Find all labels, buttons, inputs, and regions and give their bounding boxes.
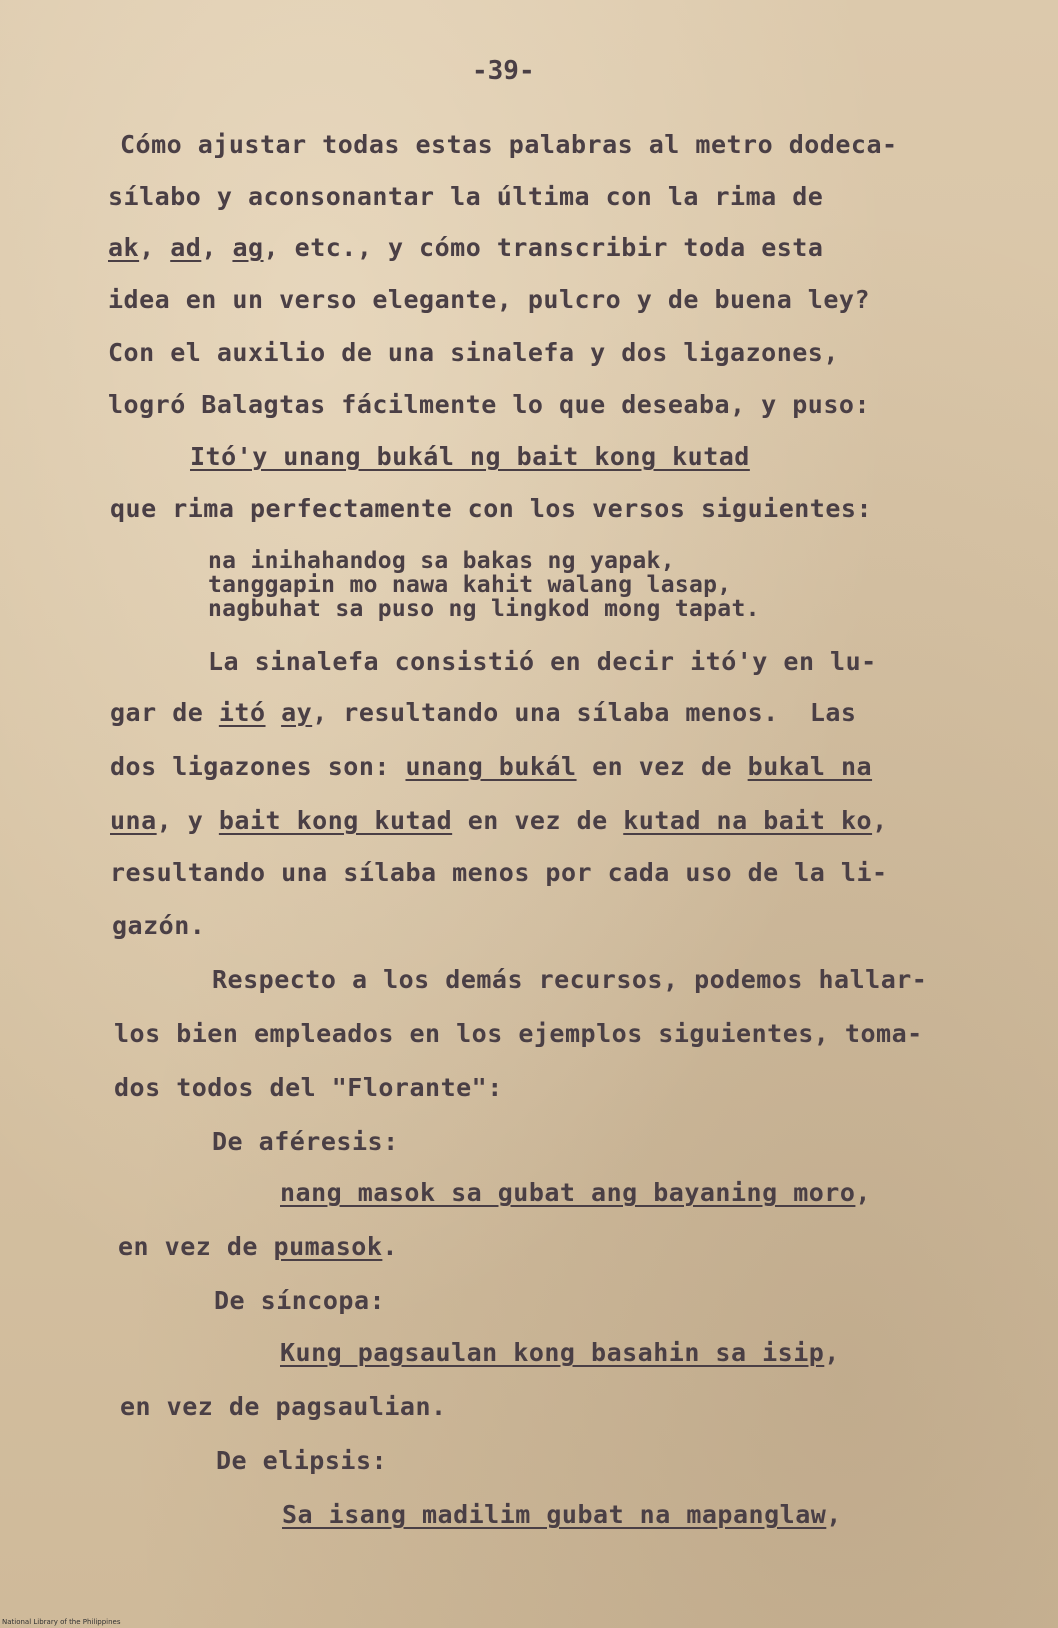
underlined-text: bait kong kutad (218, 806, 453, 835)
text-span: , etc., y cómo transcribir toda esta (263, 233, 824, 262)
verse-line (282, 1500, 842, 1530)
text-span: . (382, 1232, 398, 1261)
text-line (110, 806, 888, 836)
text-line (108, 233, 823, 263)
text-line (110, 494, 872, 524)
page-number: -39- (472, 56, 535, 86)
text-span: en vez de (118, 1232, 274, 1261)
footer-credit: National Library of the Philippines (2, 1618, 121, 1626)
underlined-text: Itó'y unang bukál ng bait kong kutad (190, 442, 750, 471)
text-span: resultando una sílaba menos por cada uso de la li- (110, 858, 888, 887)
text-span: gar de (110, 698, 219, 727)
text-line (110, 752, 872, 782)
text-line (118, 1232, 398, 1262)
underlined-text: una (110, 806, 157, 835)
text-span: na inihahandog sa bakas ng yapak, (208, 548, 675, 574)
text-span: los bien empleados en los ejemplos siguientes, toma- (114, 1019, 923, 1048)
text-span: , (824, 1338, 840, 1367)
text-span: logró Balagtas fácilmente lo que deseaba, y puso: (108, 390, 871, 419)
text-line (214, 1286, 385, 1316)
text-span: De aféresis: (212, 1127, 399, 1156)
text-span: Con el auxilio de una sinalefa y dos ligazones, (108, 338, 839, 367)
underlined-text: unang bukál (405, 752, 577, 781)
underlined-text: ay (281, 698, 313, 727)
underlined-text: ak (108, 233, 140, 262)
underlined-text: nang masok sa gubat ang bayaning moro (280, 1178, 856, 1207)
text-span: tanggapin mo nawa kahit walang lasap, (208, 572, 732, 598)
text-line (110, 858, 888, 888)
text-line (120, 130, 898, 160)
verse-line (280, 1338, 840, 1368)
text-line (120, 1392, 447, 1422)
verse-line (208, 598, 760, 620)
text-span: que rima perfectamente con los versos siguientes: (110, 494, 873, 523)
text-span: idea en un verso elegante, pulcro y de buena ley? (108, 285, 871, 314)
verse-line (280, 1178, 871, 1208)
text-span: Cómo ajustar todas estas palabras al metro dodeca- (120, 130, 898, 159)
text-line (208, 647, 877, 677)
text-span: De síncopa: (214, 1286, 386, 1315)
text-span: , (201, 233, 233, 262)
underlined-text: Sa isang madilim gubat na mapanglaw (282, 1500, 827, 1529)
text-span: , y (156, 806, 219, 835)
text-span: en vez de (452, 806, 624, 835)
verse-line (208, 550, 675, 572)
text-line (212, 965, 927, 995)
underlined-text: bukal na (747, 752, 873, 781)
text-span: , (139, 233, 171, 262)
text-line (108, 285, 870, 315)
text-span: , (855, 1178, 871, 1207)
text-line (108, 182, 823, 212)
text-line (112, 911, 205, 941)
text-span: dos todos del "Florante": (114, 1073, 503, 1102)
text-line (216, 1446, 387, 1476)
text-span: , (826, 1500, 842, 1529)
underlined-text: ag (232, 233, 264, 262)
verse-line (190, 442, 750, 472)
text-span: , resultando una sílaba menos. Las (312, 698, 857, 727)
verse-line (208, 574, 731, 596)
text-span (266, 698, 282, 727)
text-line (114, 1073, 503, 1103)
text-line (110, 698, 856, 728)
underlined-text: ad (170, 233, 202, 262)
text-line (212, 1127, 399, 1157)
underlined-text: itó (218, 698, 266, 727)
text-span: De elipsis: (216, 1446, 388, 1475)
text-span: gazón. (112, 911, 206, 940)
underlined-text: kutad na bait ko (623, 806, 873, 835)
text-span: Respecto a los demás recursos, podemos hallar- (212, 965, 928, 994)
text-span: sílabo y aconsonantar la última con la rima de (108, 182, 824, 211)
text-span: en vez de pagsaulian. (120, 1392, 447, 1421)
text-span: nagbuhat sa puso ng lingkod mong tapat. (208, 596, 760, 622)
text-line (114, 1019, 923, 1049)
underlined-text: pumasok (273, 1232, 383, 1261)
text-line (108, 390, 870, 420)
text-span: en vez de (576, 752, 748, 781)
text-span: dos ligazones son: (110, 752, 406, 781)
text-line (108, 338, 839, 368)
text-span: La sinalefa consistió en decir itó'y en lu- (208, 647, 877, 676)
underlined-text: Kung pagsaulan kong basahin sa isip (280, 1338, 825, 1367)
text-span: , (872, 806, 888, 835)
